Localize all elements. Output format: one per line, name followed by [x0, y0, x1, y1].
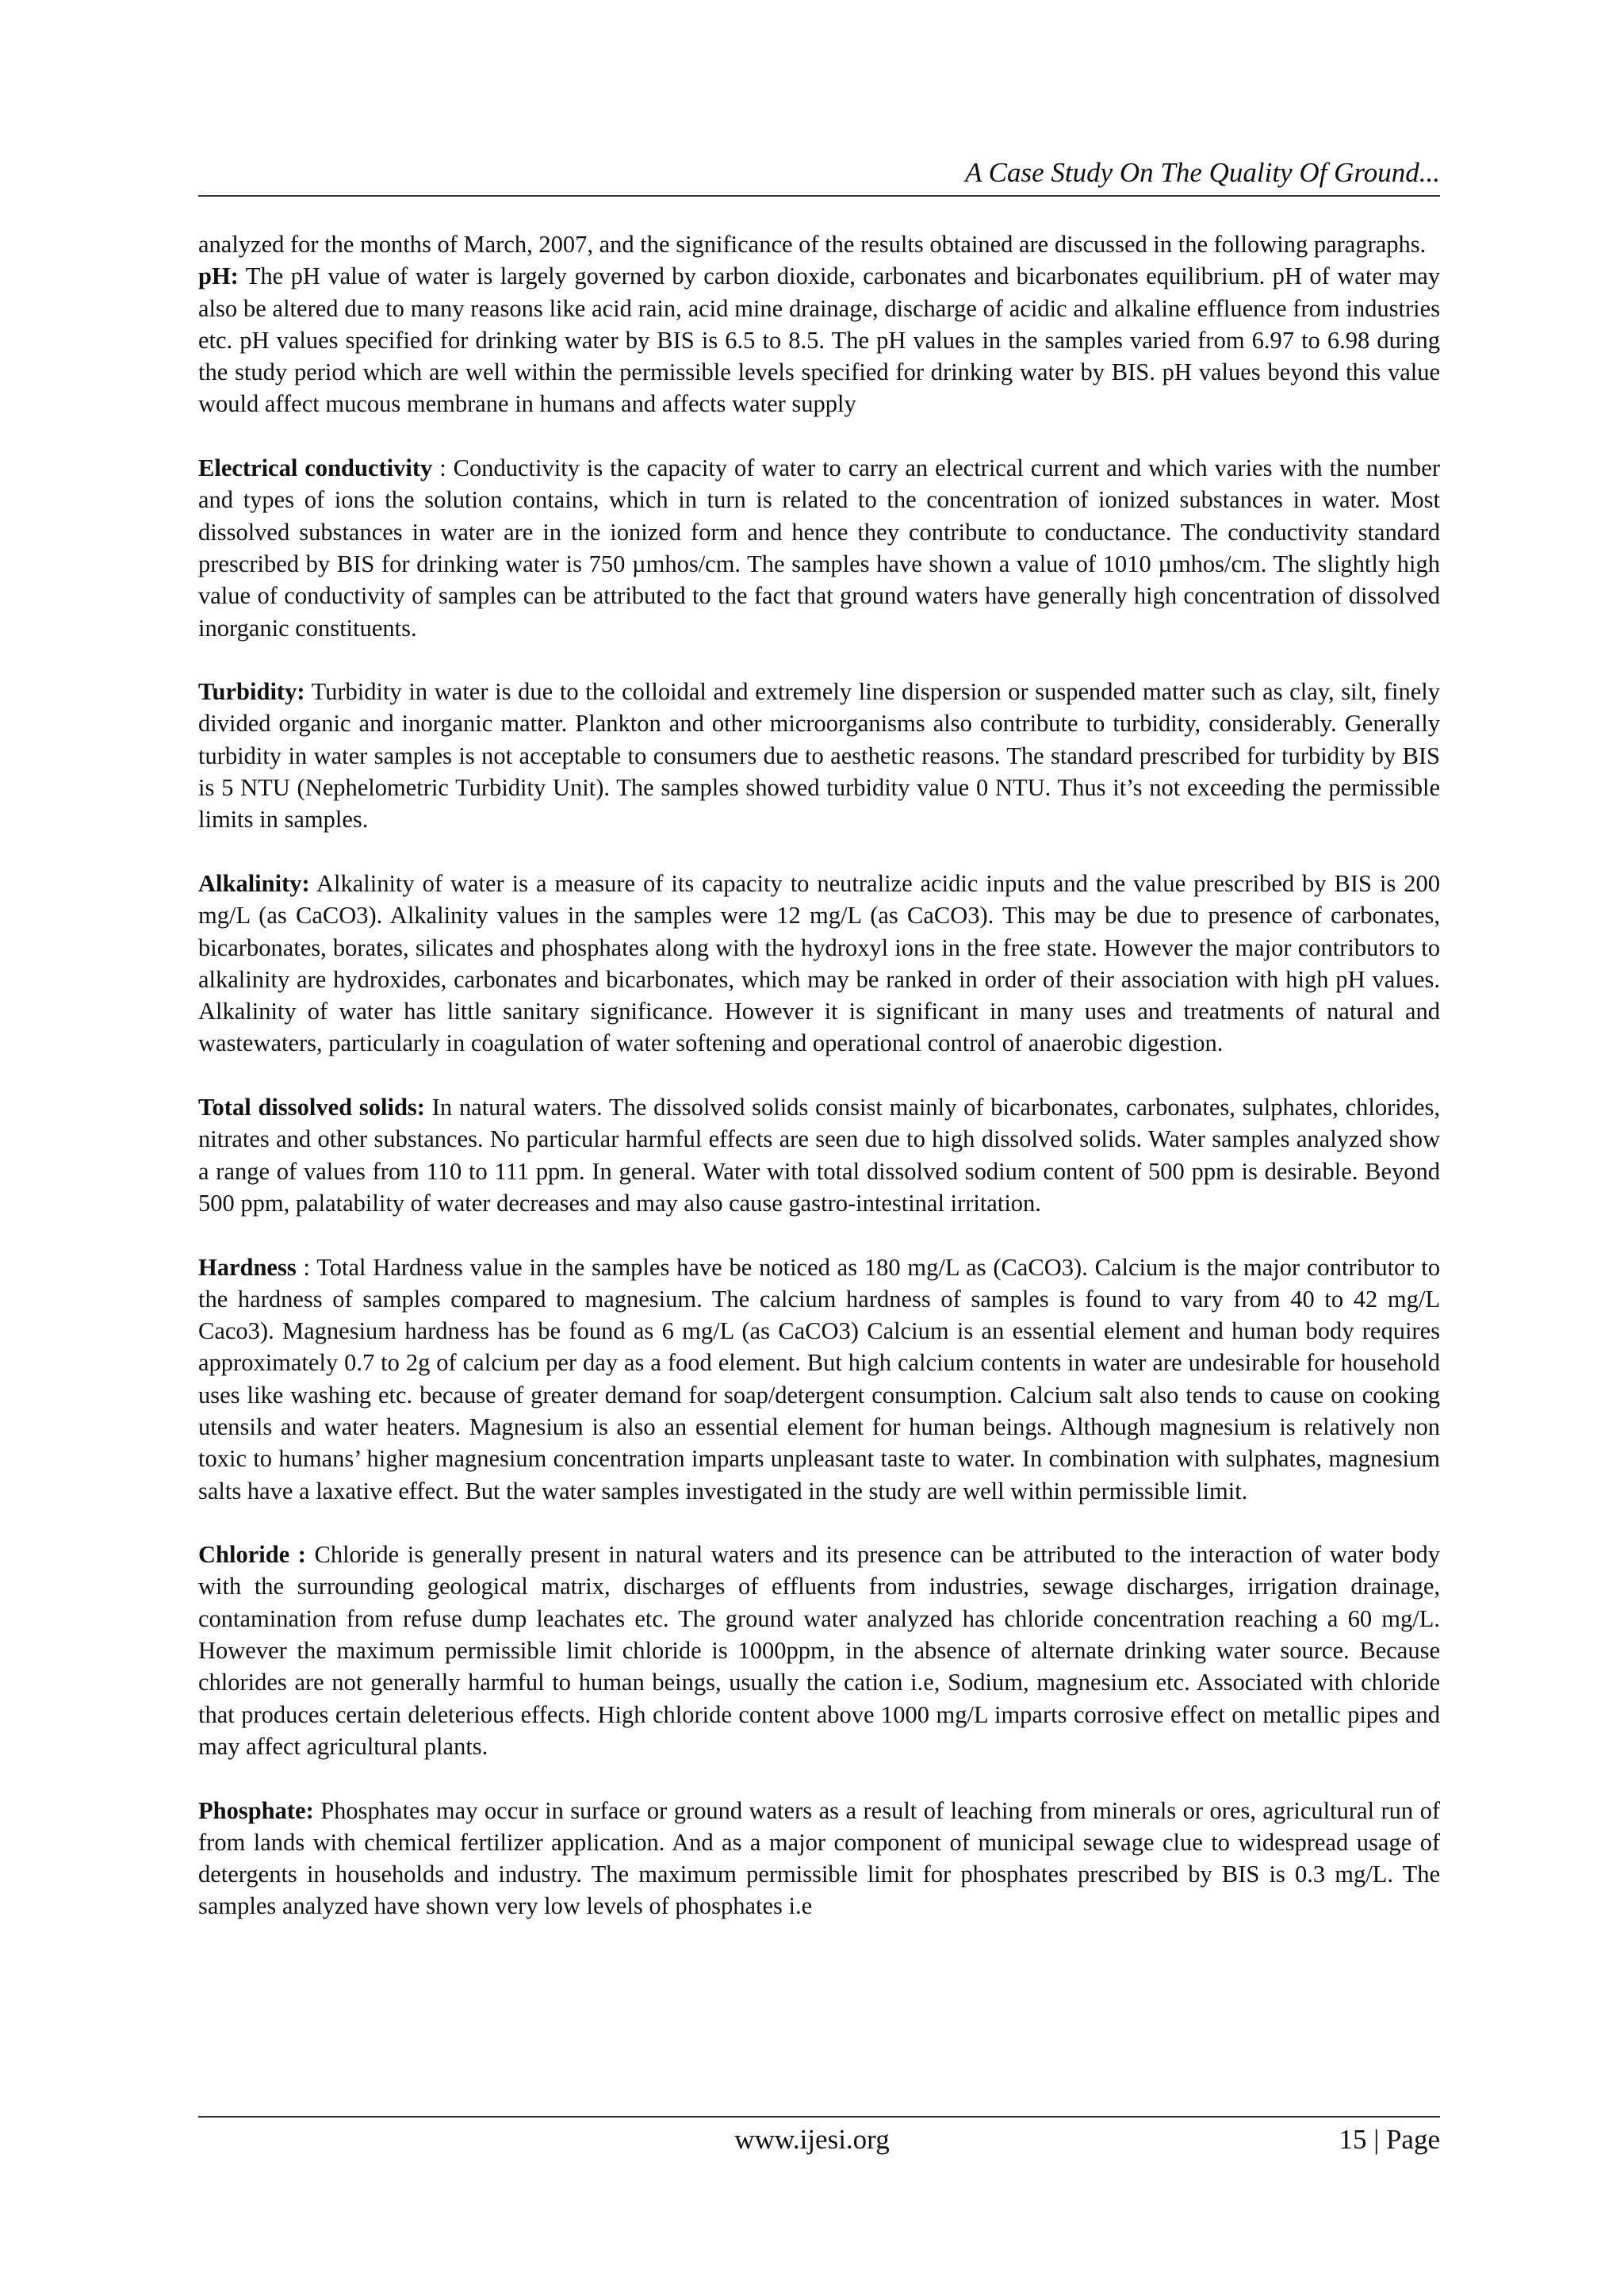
footer-rule [198, 2116, 1440, 2118]
paragraph-heading: Electrical conductivity [198, 454, 433, 482]
paragraph-text: In natural waters. The dissolved solids consist mainly of bicarbonates, carbonates, sulphates, chlorides, nitrates and other substances. No particular harmful effects are seen due to high dissolved solids. Water samples analyzed show a range of values from 110 to 111 ppm. In general. Water with total dissolved sodium content of 500 ppm is desirable. Beyond 500 ppm, palatability of water decreases and may also cause gastro-intestinal irritation. [198, 1094, 1441, 1217]
paragraph-text: Chloride is generally present in natural waters and its presence can be attributed to the interaction of water body with the surrounding geological matrix, discharges of effluents from industries, sewage discharges, irrigation drainage, contamination from refuse dump leachates etc. The ground water analyzed has chloride concentration reaching a 60 mg/L. However the maximum permissible limit chloride is 1000ppm, in the absence of alternate drinking water source. Because chlorides are not generally harmful to human beings, usually the cation i.e, Sodium, magnesium etc. Associated with chloride that produces certain deleterious effects. High chloride content above 1000 mg/L imparts corrosive effect on metallic pipes and may affect agricultural plants. [198, 1541, 1440, 1760]
paragraph-text: The pH value of water is largely governed by carbon dioxide, carbonates and bicarbonates equilibrium. pH of water may also be altered due to many reasons like acid rain, acid mine drainage, discharge of acidic and alkaline effluence from industries etc. pH values specified for drinking water by BIS is 6.5 to 8.5. The pH values in the samples varied from 6.97 to 6.98 during the study period which are well within the permissible levels specified for drinking water by BIS. pH values beyond this value would affect mucous membrane in humans and affects water supply [198, 263, 1440, 418]
paragraph-text: analyzed for the months of March, 2007, and the significance of the results obtained are discussed in the following paragraphs. [198, 231, 1427, 258]
paragraph-alkalinity [198, 868, 1440, 1060]
heading-separator [425, 1094, 432, 1121]
paragraph-ph [198, 260, 1440, 420]
page-number: 15 | Page [1339, 2124, 1440, 2155]
heading-separator [239, 263, 246, 289]
heading-separator: : [296, 1253, 317, 1281]
paragraph-intro [198, 228, 1440, 260]
paragraph-electrical-conductivity [198, 452, 1440, 644]
paragraph-text: Conductivity is the capacity of water to carry an electrical current and which varies with the number and types of ions the solution contains, which in turn is related to the concentration of ionized substances in water. Most dissolved substances in water are in the ionized form and hence they contribute to conductance. The conductivity standard prescribed by BIS for drinking water is 750 µmhos/cm. The samples have shown a value of 1010 µmhos/cm. The slightly high value of conductivity of samples can be attributed to the fact that ground waters have generally high concentration of dissolved inorganic constituents. [198, 454, 1440, 642]
body-text [198, 228, 1440, 1922]
paragraph-heading: Chloride : [198, 1541, 306, 1569]
paragraph-heading: Turbidity: [198, 678, 305, 706]
paragraph-chloride [198, 1539, 1440, 1762]
paragraph-heading: Alkalinity: [198, 869, 310, 897]
paragraph-heading: Total dissolved solids: [198, 1094, 425, 1121]
paragraph-text: Phosphates may occur in surface or ground waters as a result of leaching from minerals or ores, agricultural run of from lands with chemical fertilizer application. And as a major component of municipal sewage clue to widespread usage of detergents in households and industry. The maximum permissible limit for phosphates prescribed by BIS is 0.3 mg/L. The samples analyzed have shown very low levels of phosphates i.e [198, 1796, 1440, 1920]
header-rule [198, 195, 1440, 197]
paragraph-phosphate [198, 1795, 1440, 1922]
paragraph-text: Turbidity in water is due to the colloidal and extremely line dispersion or suspended matter such as clay, silt, finely divided organic and inorganic matter. Plankton and other microorganisms also contribute to turbidity, considerably. Generally turbidity in water samples is not acceptable to consumers due to aesthetic reasons. The standard prescribed for turbidity by BIS is 5 NTU (Nephelometric Turbidity Unit). The samples showed turbidity value 0 NTU. Thus it’s not exceeding the permissible limits in samples. [198, 678, 1440, 834]
paragraph-heading: pH: [198, 263, 239, 290]
heading-separator [306, 1541, 315, 1568]
running-header: A Case Study On The Quality Of Ground... [965, 157, 1440, 188]
paragraph-text: Alkalinity of water is a measure of its capacity to neutralize acidic inputs and the value prescribed by BIS is 200 mg/L (as CaCO3). Alkalinity values in the samples were 12 mg/L (as CaCO3). This may be due to presence of carbonates, bicarbonates, borates, silicates and phosphates along with the hydroxyl ions in the free state. However the major contributors to alkalinity are hydroxides, carbonates and bicarbonates, which may be ranked in order of their association with high pH values. Alkalinity of water has little sanitary significance. However it is significant in many uses and treatments of natural and wastewaters, particularly in coagulation of water softening and operational control of anaerobic digestion. [198, 869, 1440, 1057]
footer-url: www.ijesi.org [734, 2124, 890, 2155]
heading-separator: : [432, 454, 454, 482]
paragraph-turbidity [198, 676, 1440, 835]
heading-separator [304, 678, 311, 705]
paragraph-heading: Phosphate: [198, 1796, 314, 1824]
heading-separator [314, 1797, 320, 1824]
paragraph-hardness [198, 1251, 1440, 1507]
heading-separator [310, 870, 316, 897]
paragraph-text: Total Hardness value in the samples have be noticed as 180 mg/L as (CaCO3). Calcium is the major contributor to the hardness of samples compared to magnesium. The calcium hardness of samples is found to vary from 40 to 42 mg/L Caco3). Magnesium hardness has be found as 6 mg/L (as CaCO3) Calcium is an essential element and human body requires approximately 0.7 to 2g of calcium per day as a food element. But high calcium contents in water are undesirable for household uses like washing etc. because of greater demand for soap/detergent consumption. Calcium salt also tends to cause on cooking utensils and water heaters. Magnesium is also an essential element for human beings. Although magnesium is relatively non toxic to humans’ higher magnesium concentration imparts unpleasant taste to water. In combination with sulphates, magnesium salts have a laxative effect. But the water samples investigated in the study are well within permissible limit. [198, 1253, 1440, 1504]
paragraph-total-dissolved-solids [198, 1091, 1440, 1219]
paragraph-heading: Hardness [198, 1253, 297, 1281]
